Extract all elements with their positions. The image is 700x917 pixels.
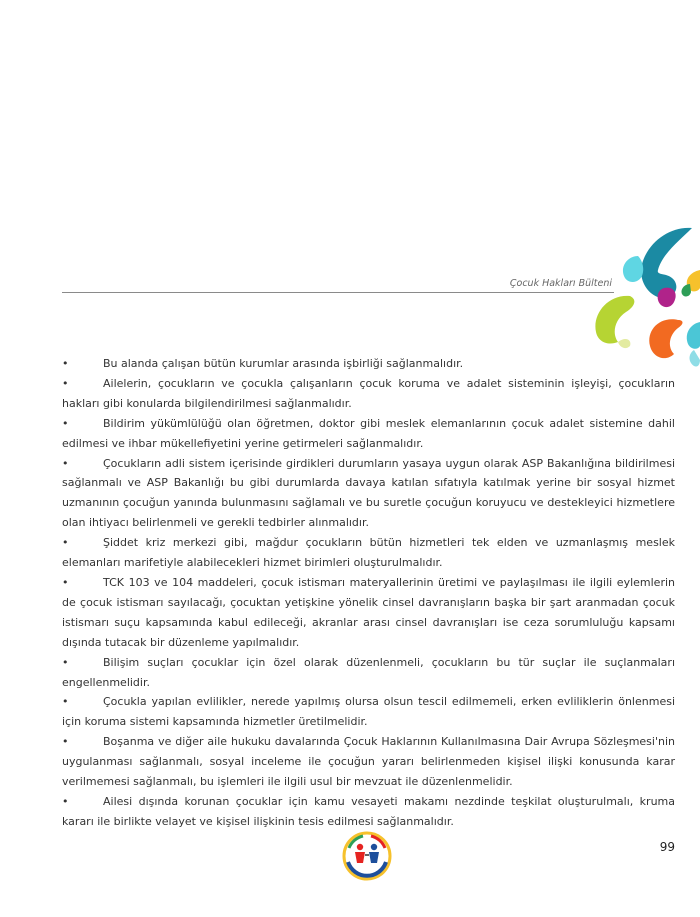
list-item-text: Bildirim yükümlülüğü olan öğretmen, doktor gibi meslek elemanlarının çocuk adalet sistemine dahil edilmesi ve ihbar mükellefiyetini yerine getirmeleri sağlanmalıdır. — [62, 416, 675, 450]
bullet: • — [62, 695, 69, 709]
bullet: • — [62, 794, 69, 808]
bullet: • — [62, 735, 69, 749]
bullet: • — [62, 456, 69, 470]
running-header-title: Çocuk Hakları Bülteni — [509, 278, 612, 289]
bullet: • — [62, 376, 69, 390]
list-item — [62, 414, 675, 454]
bullet: • — [62, 655, 69, 669]
list-item — [62, 653, 675, 693]
list-item — [62, 354, 675, 374]
list-item — [62, 454, 675, 534]
bullet: • — [62, 416, 69, 430]
list-item — [62, 573, 675, 653]
list-item — [62, 374, 675, 414]
list-item-text: Ailelerin, çocukların ve çocukla çalışanların çocuk koruma ve adalet sisteminin işleyişi, çocukların hakları gibi konularda bilgilendirilmesi sağlanmalıdır. — [62, 376, 675, 410]
list-item — [62, 732, 675, 792]
list-item-text: Bilişim suçları çocuklar için özel olarak düzenlenmeli, çocukların bu tür suçlar ile suçlanmaları engellenmelidir. — [62, 655, 675, 689]
list-item-text: Çocukların adli sistem içerisinde girdikleri durumların yasaya uygun olarak ASP Bakanlığına bildirilmesi sağlanmalı ve ASP Bakanlığı bu gibi durumlarda davaya katılan sıfatıyla katılmak yerine bir sosyal hizmet uzmanının çocuğun yanında bulunmasını sağlamalı ve bu suretle çocuğun koruyucu ve destekleyici hizmetlere olan ihtiyacı belirlenmeli ve gerekli tedbirler alınmalıdır. — [62, 456, 675, 530]
list-item-text: Boşanma ve diğer aile hukuku davalarında Çocuk Haklarının Kullanılmasına Dair Avrupa Sözleşmesi'nin uygulanması sağlanmalı, sosyal inceleme ile çocuğun yararı belirlenmeden kişisel ilişki konusunda karar verilmemesi sağlanmalı, bu işlemleri ile ilgili usul bir mevzuat ile düzenlenmelidir. — [62, 735, 675, 789]
bullet: • — [62, 575, 69, 589]
bullet: • — [62, 536, 69, 550]
list-item-text: Şiddet kriz merkezi gibi, mağdur çocukların bütün hizmetleri tek elden ve uzmanlaşmış meslek elemanları marifetiyle alabilecekleri hizmet birimleri oluşturulmalıdır. — [62, 536, 675, 570]
list-item-text: Bu alanda çalışan bütün kurumlar arasında işbirliği sağlanmalıdır. — [103, 357, 464, 370]
list-item-text: Çocukla yapılan evlilikler, nerede yapılmış olursa olsun tescil edilmemeli, erken evliliklerin önlenmesi için koruma sistemi kapsamında hizmetler üretilmelidir. — [62, 695, 675, 729]
bullet: • — [62, 357, 69, 370]
list-item — [62, 692, 675, 732]
list-item-text: TCK 103 ve 104 maddeleri, çocuk istismarı materyallerinin üretimi ve paylaşılması ile ilgili eylemlerin de çocuk istismarı sayılacağı, çocuktan yetişkine yönelik cinsel davranışların başka bir şart aranmadan çocuk istismarı suçu kapsamında kabul edileceği, akranlar arası cinsel davranışları ise ceza sorumluluğu kapsamı dışında tutacak bir düzenleme yapılmalıdır. — [62, 575, 675, 649]
list-item — [62, 792, 675, 832]
body-text — [62, 354, 675, 832]
page-number: 99 — [659, 840, 675, 854]
list-item — [62, 533, 675, 573]
header-rule — [62, 292, 614, 293]
list-item-text: Ailesi dışında korunan çocuklar için kamu vesayeti makamı nezdinde teşkilat oluşturulmalı, kruma kararı ile birlikte velayet ve kişisel ilişkinin tesis edilmesi sağlanmalıdır. — [62, 794, 675, 828]
children-rights-logo-icon — [341, 830, 393, 882]
decorative-paint-splash — [590, 222, 700, 372]
